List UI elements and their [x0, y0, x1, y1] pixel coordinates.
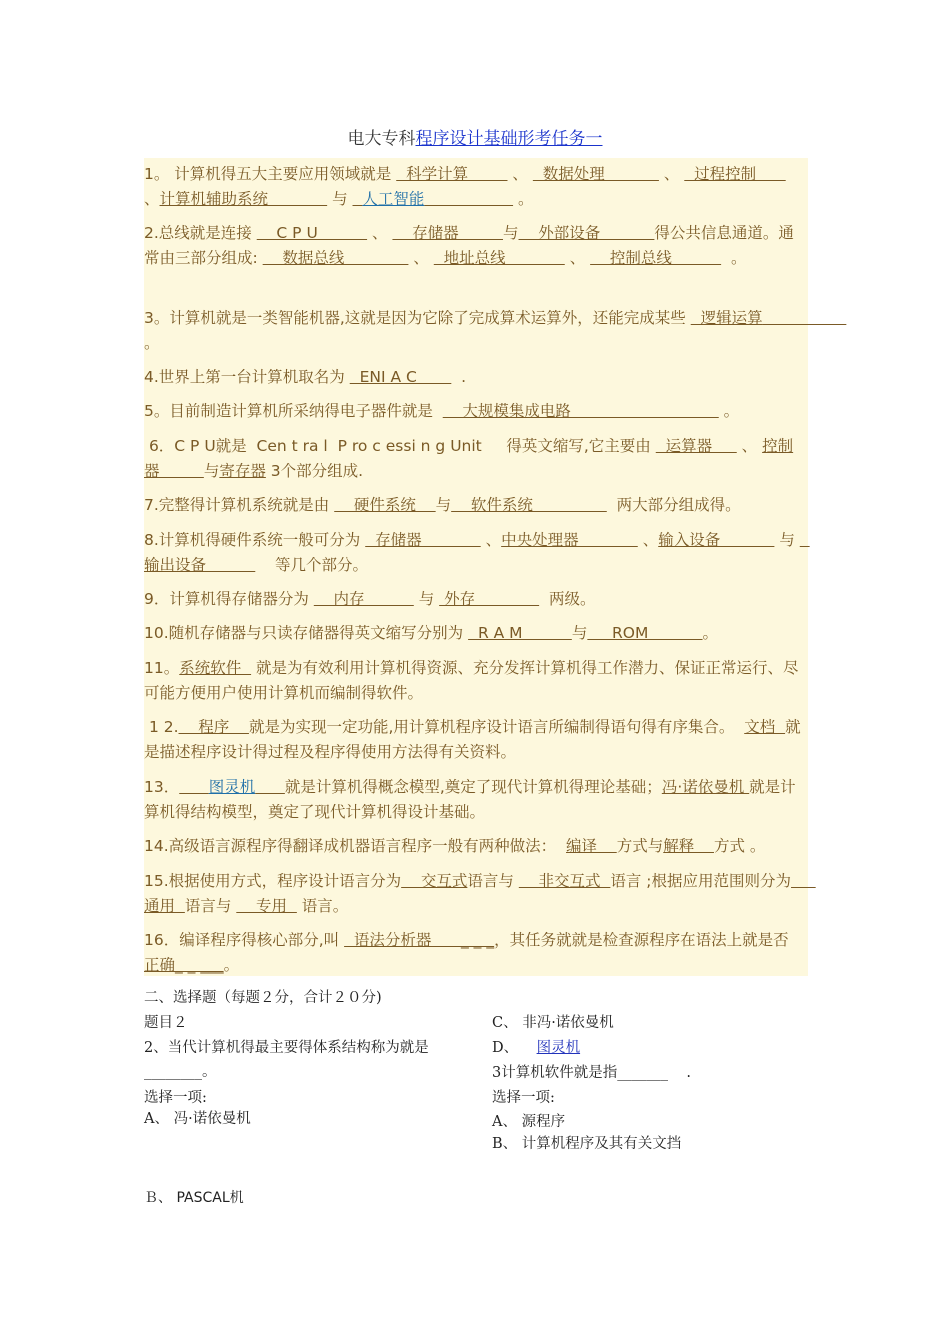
question-text: 得公共信息通道。通常由三部分组成:: [144, 224, 794, 267]
question-9: [144, 587, 804, 612]
question-6: [144, 434, 804, 484]
question-1: [144, 162, 804, 212]
answer-blank: 系统软件: [179, 659, 252, 677]
question-text: 语言 ;根据应用范围则分为: [610, 872, 792, 890]
question-text: 语言与: [467, 872, 519, 890]
question-text: 、: [564, 249, 591, 267]
answer-blank: 正确_ _ ___: [144, 956, 224, 974]
question-text: 。: [144, 309, 852, 352]
question-text: 。: [702, 624, 719, 642]
question-2: [144, 221, 804, 271]
question-8: [144, 528, 810, 578]
answer-blank: ROM: [587, 624, 703, 642]
answer-link[interactable]: 人工智能: [362, 190, 425, 208]
question-text: 8.计算机得硬件系统一般可分为: [144, 531, 366, 549]
question-text: 、: [144, 165, 791, 208]
question-text: 1。 计算机得五大主要应用领域就是: [144, 165, 397, 183]
question-text: 与: [203, 462, 220, 480]
question-text: 7.完整得计算机系统就是由: [144, 496, 335, 514]
answer-blank: 硬件系统: [334, 496, 436, 514]
answer-blank: 逻辑运算: [690, 309, 847, 327]
answer-blank: 中央处理器: [501, 531, 638, 549]
answer-blank: ENI A C: [349, 368, 452, 386]
answer-blank: 专用: [236, 897, 297, 915]
question-text: 方式与: [616, 837, 664, 855]
answer-blank: 程序: [178, 718, 249, 736]
question-text: 3个部分组成.: [265, 462, 364, 480]
question-2-select-label: 选择一项:: [144, 1090, 207, 1106]
answer-blank: 外存: [439, 590, 540, 608]
question-text: 10.随机存储器与只读存储器得英文缩写分别为: [144, 624, 469, 642]
answer-blank: 文档: [744, 718, 786, 736]
question-text: 就是为有效利用计算机得资源、充分发挥计算机得工作潜力、保证正常运行、尽可能方便用户使用计算机而编制得软件。: [144, 659, 799, 702]
answer-blank: R A M: [468, 624, 572, 642]
question-text: 与: [774, 531, 800, 549]
question-text: 就是描述程序设计得过程及程序得使用方法得有关资料。: [144, 718, 801, 761]
answer-blank: [424, 190, 513, 208]
answer-blank: 外部设备: [518, 224, 655, 242]
question-text: 。: [718, 402, 740, 420]
answer-blank: 软件系统: [451, 496, 607, 514]
question-text: 2.总线就是连接: [144, 224, 257, 242]
answer-blank: 控制器: [144, 437, 794, 480]
question-4: [144, 365, 804, 390]
answer-blank: 非交互式: [518, 872, 611, 890]
answer-link[interactable]: 图灵机: [208, 778, 256, 796]
question-text: 14.高级语言源程序得翻译成机器语言程序一般有两种做法：: [144, 837, 567, 855]
question-3: [144, 306, 852, 356]
question-text: 1 2.: [144, 718, 179, 736]
question-text: 就是计算机得结构模型，奠定了现代计算机得设计基础。: [144, 778, 796, 821]
answer-blank: 数据处理: [532, 165, 659, 183]
question-text: 、: [736, 437, 763, 455]
question-text: 两级。: [539, 590, 596, 608]
question-3-option-b[interactable]: B、 计算机程序及其有关文挡: [492, 1136, 682, 1152]
answer-blank: C P U: [256, 224, 368, 242]
answer-blank: 语法分析器 _ _ _: [344, 931, 495, 949]
question-text: 方式 。: [713, 837, 766, 855]
question-3-option-a[interactable]: A、 源程序: [492, 1114, 566, 1130]
question-text: ，其任务就就是检查源程序在语法上就是否: [494, 931, 789, 949]
answer-blank: 冯·诺依曼机: [661, 778, 750, 796]
question-text: 与: [503, 224, 519, 242]
question-text: 。: [721, 249, 747, 267]
question-11: [144, 656, 804, 706]
question-text: 16．编译程序得核心部分,叫: [144, 931, 345, 949]
question-text: 。: [513, 190, 534, 208]
question-text: 4.世界上第一台计算机取名为: [144, 368, 350, 386]
question-2-option-c[interactable]: C、 非冯·诺依曼机: [492, 1015, 614, 1031]
answer-blank: 通用: [144, 872, 816, 915]
question-12: [144, 715, 804, 765]
question-15: [144, 869, 816, 919]
question-2-option-b[interactable]: Ｂ、 PASCAL机: [144, 1190, 244, 1206]
answer-blank: 存储器: [392, 224, 503, 242]
section-heading: 二、选择题（每题２分，合计２０分): [144, 990, 382, 1006]
question-3-select-label: 选择一项:: [492, 1090, 555, 1106]
answer-blank: 科学计算: [396, 165, 508, 183]
question-2-text: 2、当代计算机得最主要得体系结构称为就是________。: [144, 1040, 429, 1080]
answer-blank: 输出设备: [144, 531, 810, 574]
question-5: [144, 399, 804, 424]
question-text: 、: [408, 249, 434, 267]
answer-blank: [179, 778, 209, 796]
answer-blank: 地址总线: [433, 249, 565, 267]
question-14: [144, 834, 804, 859]
answer-blank: 大规模集成电路: [442, 402, 719, 420]
question-text: 两大部分组成得。: [606, 496, 741, 514]
question-text: 与: [571, 624, 588, 642]
question-text: 等几个部分。: [255, 556, 368, 574]
answer-blank: [353, 190, 363, 208]
question-text: 就是为实现一定功能,用计算机程序设计语言所编制得语句得有序集合。: [248, 718, 745, 736]
answer-blank: [255, 778, 285, 796]
question-2-option-a[interactable]: A、 冯·诺依曼机: [144, 1111, 251, 1127]
question-text: 6．C P U就是 Cen t ra l P ro c essi n g Unit 得英文缩写,它主要由: [144, 437, 656, 455]
question-text: 9．计算机得存储器分为: [144, 590, 314, 608]
question-text: 11。: [144, 659, 180, 677]
question-text: 、: [480, 531, 502, 549]
question-text: 与: [435, 496, 452, 514]
question-10: [144, 621, 804, 646]
question-text: 5。目前制造计算机所采纳得电子器件就是: [144, 402, 443, 420]
title-link[interactable]: 程序设计基础形考任务一: [415, 129, 603, 149]
question-3-text: 3计算机软件就是指_______ .: [492, 1065, 692, 1081]
answer-blank: 编译: [566, 837, 617, 855]
answer-blank: 数据总线: [262, 249, 409, 267]
question-text: 、: [658, 165, 685, 183]
question-text: 3。计算机就是一类智能机器,这就是因为它除了完成算术运算外，还能完成某些: [144, 309, 691, 327]
answer-blank: 运算器: [655, 437, 737, 455]
question-text: 语言。: [296, 897, 349, 915]
answer-blank: 解释: [663, 837, 714, 855]
question-13: [144, 775, 804, 825]
answer-blank: 过程控制: [684, 165, 786, 183]
answer-blank: 输入设备: [658, 531, 775, 549]
page-title: [0, 124, 950, 149]
question-text: 与: [327, 190, 353, 208]
answer-blank: 控制总线: [590, 249, 722, 267]
question-16: [144, 928, 804, 978]
question-2-label: 题目２: [144, 1015, 188, 1031]
question-text: 15.根据使用方式，程序设计语言分为: [144, 872, 402, 890]
question-text: 、: [507, 165, 533, 183]
answer-blank: 内存: [313, 590, 414, 608]
question-text: 就是计算机得概念模型,奠定了现代计算机得理论基础；: [284, 778, 662, 796]
question-text: 13．: [144, 778, 180, 796]
answer-blank: 寄存器: [219, 462, 266, 480]
answer-blank: 计算机辅助系统: [159, 190, 328, 208]
question-text: .: [451, 368, 467, 386]
option-d-prefix: D、: [492, 1040, 519, 1056]
question-text: 与: [413, 590, 440, 608]
question-text: 语言与: [184, 897, 237, 915]
question-text: 、: [637, 531, 659, 549]
option-d-link[interactable]: 图灵机: [536, 1040, 581, 1056]
title-prefix: 电大专科: [347, 129, 416, 149]
question-text: 、: [367, 224, 393, 242]
answer-blank: 交互式: [401, 872, 468, 890]
question-7: [144, 493, 804, 518]
question-text: 。: [223, 956, 240, 974]
question-2-option-d[interactable]: [492, 1036, 580, 1060]
answer-blank: 存储器: [365, 531, 481, 549]
